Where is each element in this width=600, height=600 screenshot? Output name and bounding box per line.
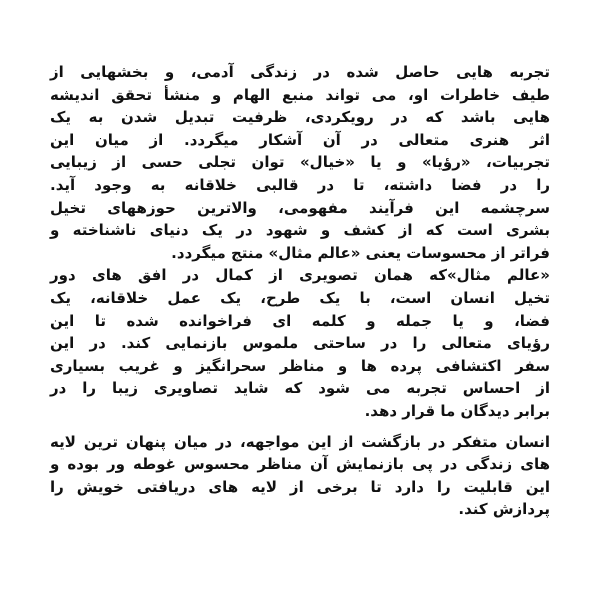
text-line: اثر هنری متعالی در آن آشکار میگردد. از میان این bbox=[50, 130, 550, 149]
text-line: بشری است که از کشف و شهود در یک دنیای ناشناخته و bbox=[50, 221, 550, 240]
text-line: را در فضا داشته، تا در قالبی خلاقانه به وجود آید. bbox=[50, 175, 550, 194]
text-line: تخیل انسان است، با یک طرح، یک عمل خلاقانه، یک bbox=[50, 288, 550, 307]
text-line: برابر دیدگان ما قرار دهد. bbox=[364, 401, 550, 420]
text-line: طیف خاطرات او، می تواند منبع الهام و منشأ تحقق اندیشه bbox=[50, 85, 550, 104]
text-line: فراتر از محسوسات یعنی «عالم مثال» منتج میگردد. bbox=[171, 243, 550, 262]
paragraph-2 bbox=[50, 431, 550, 521]
text-line: سفر اکتشافی پرده ها و مناظر سحرانگیز و غریب بسیاری bbox=[50, 356, 550, 375]
text-line: از احساس تجربه می شود که شاید تصاویری زیبا را در bbox=[50, 379, 550, 398]
text-line: سرچشمه این فرآیند مفهومی، والاترین حوزههای تخیل bbox=[50, 198, 550, 217]
text-line: پردازش کند. bbox=[458, 500, 550, 519]
text-line: انسان متفکر در بازگشت از این مواجهه، در میان پنهان ترین لایه bbox=[50, 432, 550, 451]
text-line: فضا، و یا جمله و کلمه ای فراخوانده شده تا این bbox=[50, 311, 550, 330]
text-line: تجربیات، «رؤیا» و یا «خیال» توان تجلی حسی از زیبایی bbox=[50, 153, 550, 172]
text-line: «عالم مثال»که همان تصویری از کمال در افق های دور bbox=[50, 266, 550, 285]
text-line: رؤیای متعالی را در ساحتی ملموس بازنمایی کند. در این bbox=[50, 334, 550, 353]
paragraph-1 bbox=[50, 61, 550, 423]
text-line: هایی باشد که در رویکردی، ظرفیت تبدیل شدن به یک bbox=[50, 108, 550, 127]
text-line: تجربه هایی حاصل شده در زندگی آدمی، و بخشهایی از bbox=[50, 63, 550, 81]
document-body bbox=[50, 61, 550, 521]
text-line: این قابلیت را دارد تا برخی از لایه های دریافتی خویش را bbox=[50, 477, 550, 496]
text-line: های زندگی در پی بازنمایش آن مناظر محسوس غوطه ور بوده و bbox=[50, 455, 550, 474]
